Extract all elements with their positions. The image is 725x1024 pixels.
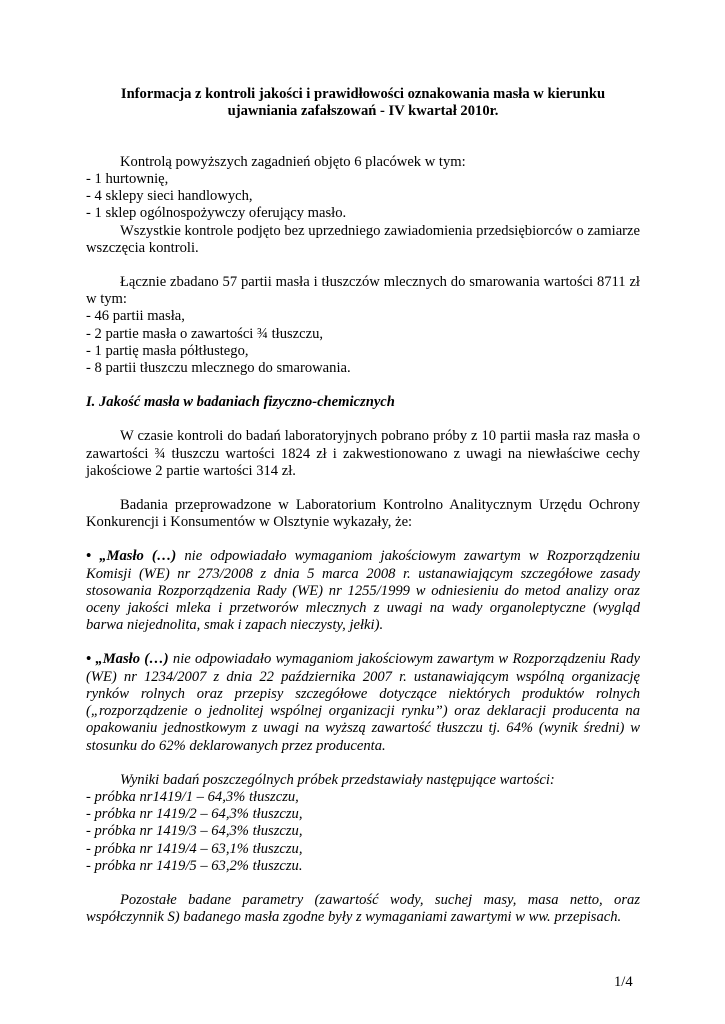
result-item: - próbka nr 1419/2 – 64,3% tłuszczu, [86, 806, 303, 823]
result-item: - próbka nr 1419/5 – 63,2% tłuszczu. [86, 857, 303, 874]
closing-paragraph: Pozostałe badane parametry (zawartość wody, suchej masy, masa netto, oraz współczynnik S) badanego masła zgodne były z wymaganiami zawartymi w ww. przepisach. [86, 891, 640, 926]
finding-bullet-1 [86, 548, 640, 634]
finding-bullet-2-label: • „Masło (…) [86, 651, 169, 668]
document-title: Informacja z kontroli jakości i prawidłowości oznakowania masła w kierunku ujawniania zafałszowań - IV kwartał 2010r. [120, 86, 606, 120]
finding-bullet-2 [86, 651, 640, 754]
intro-item: - 4 sklepy sieci handlowych, [86, 188, 253, 205]
section-heading: I. Jakość masła w badaniach fizyczno-chemicznych [86, 394, 395, 411]
summary-section [86, 274, 640, 377]
section-paragraph-sampling: W czasie kontroli do badań laboratoryjnych pobrano próby z 10 partii masła raz masła o zawartości ¾ tłuszczu wartości 1824 zł i zakwestionowano z uwagi na niewłaściwe cechy jakościowe 2 partie wartości 314 zł. [86, 428, 640, 479]
summary-item: - 2 partie masła o zawartości ¾ tłuszczu, [86, 325, 324, 342]
summary-item: - 8 partii tłuszczu mlecznego do smarowania. [86, 360, 351, 377]
intro-section [86, 154, 640, 257]
intro-lead: Kontrolą powyższych zagadnień objęto 6 placówek w tym: [120, 153, 466, 170]
intro-item: - 1 hurtownię, [86, 171, 169, 188]
page-number: 1/4 [614, 974, 633, 990]
finding-bullet-1-text: nie odpowiadało wymaganiom jakościowym zawartym w Rozporządzeniu Komisji (WE) nr 273/2008 z dnia 5 marca 2008 r. ustanawiającym szczegółowe zasady stosowania Rozporządzenia Rady (WE) nr 1255/1999 w odniesieniu do metod analizy oraz oceny jakości mleka i przetworów mlecznych z uwagi na wady organoleptyczne (wygląd barwa niejednolita, smak i zapach nieczysty, jełki). [86, 548, 640, 634]
result-item: - próbka nr 1419/4 – 63,1% tłuszczu, [86, 840, 303, 857]
document-page [86, 86, 640, 926]
results-list [86, 772, 640, 875]
intro-item: - 1 sklep ogólnospożywczy oferujący masło. [86, 205, 347, 222]
finding-bullet-2-text: nie odpowiadało wymaganiom jakościowym zawartym w Rozporządzeniu Rady (WE) nr 1234/2007 z dnia 22 października 2007 r. ustanawiającym wspólną organizację rynków rolnych oraz przepisy szczegółowe dotyczące niektórych produktów rolnych („rozporządzenie o jednolitej wspólnej organizacji rynku”) oraz deklaracji producenta na opakowaniu jednostkowym z uwagi na wyższą zawartość tłuszczu tj. 64% (wynik średni) w stosunku do 62% deklarowanych przez producenta. [86, 651, 640, 754]
summary-lead: Łącznie zbadano 57 partii masła i tłuszczów mlecznych do smarowania wartości 8711 zł w tym: [86, 274, 640, 308]
results-lead: Wyniki badań poszczególnych próbek przedstawiały następujące wartości: [120, 771, 555, 788]
summary-item: - 1 partię masła półtłustego, [86, 342, 249, 359]
summary-item: - 46 partii masła, [86, 308, 185, 325]
result-item: - próbka nr1419/1 – 64,3% tłuszczu, [86, 788, 299, 805]
section-paragraph-laboratory: Badania przeprowadzone w Laboratorium Kontrolno Analitycznym Urzędu Ochrony Konkurencji i Konsumentów w Olsztynie wykazały, że: [86, 497, 640, 531]
finding-bullet-1-label: • „Masło (…) [86, 548, 177, 565]
result-item: - próbka nr 1419/3 – 64,3% tłuszczu, [86, 823, 303, 840]
intro-note: Wszystkie kontrole podjęto bez uprzedniego zawiadomienia przedsiębiorców o zamiarze wszczęcia kontroli. [86, 222, 640, 256]
